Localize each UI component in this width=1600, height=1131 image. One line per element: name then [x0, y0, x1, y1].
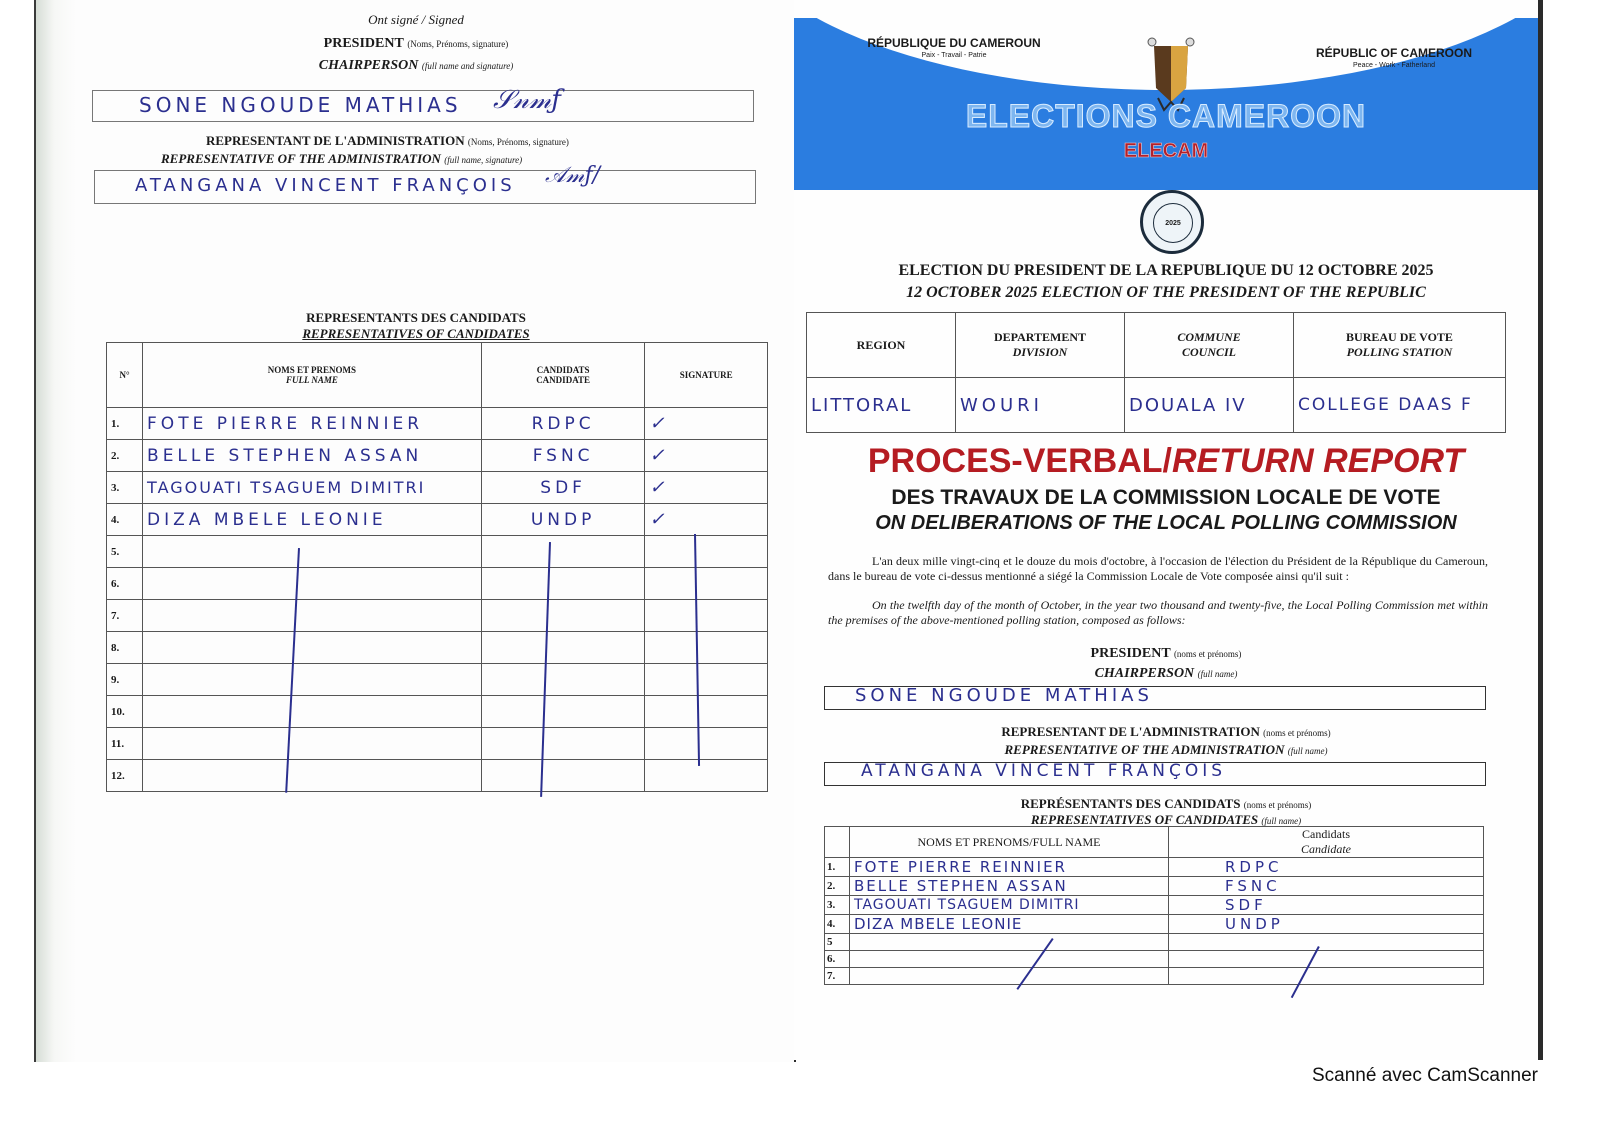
- row-num: 3.: [825, 896, 850, 915]
- row-num: 5.: [107, 536, 143, 568]
- country-fr: [854, 36, 1054, 59]
- admin-label-fr: [794, 724, 1538, 740]
- motto-en: Peace - Work - Fatherland: [1353, 62, 1435, 69]
- admin-note-fr: (Noms, Prénoms, signature): [467, 137, 569, 147]
- chairperson-note: (full name): [1197, 669, 1238, 679]
- row-name[interactable]: [143, 728, 482, 760]
- org-name: ELECTIONS CAMEROON: [965, 98, 1367, 134]
- seal-year: 2025: [1153, 203, 1193, 243]
- table-row: [825, 858, 1484, 877]
- candidates-note-en: (full name): [1261, 816, 1302, 826]
- candidates-label-en-text: REPRESENTATIVES OF CANDIDATES: [1030, 812, 1259, 827]
- row-num: 3.: [107, 472, 143, 504]
- header-name-en: FULL NAME: [285, 375, 338, 385]
- candidates-note-fr: (noms et prénoms): [1243, 800, 1312, 810]
- row-num: 8.: [107, 632, 143, 664]
- row-party[interactable]: [1169, 968, 1484, 985]
- row-num: 9.: [107, 664, 143, 696]
- row-signature[interactable]: [645, 664, 768, 696]
- header-num: [825, 827, 850, 858]
- admin-label-en: [161, 151, 522, 167]
- row-name[interactable]: FOTE PIERRE REINNIER: [850, 858, 1169, 877]
- candidates-header-row: [825, 827, 1484, 858]
- row-signature[interactable]: [645, 696, 768, 728]
- row-signature[interactable]: [645, 600, 768, 632]
- table-row: [825, 896, 1484, 915]
- row-name[interactable]: [850, 968, 1169, 985]
- row-name[interactable]: [850, 934, 1169, 951]
- president-note: (noms et prénoms): [1173, 649, 1242, 659]
- table-row: [825, 934, 1484, 951]
- row-name[interactable]: FOTE PIERRE REINNIER: [143, 408, 482, 440]
- table-row: [107, 440, 768, 472]
- header-region: [807, 313, 956, 378]
- row-num: 4.: [107, 504, 143, 536]
- row-party[interactable]: FSNC: [1169, 877, 1484, 896]
- row-name[interactable]: TAGOUATI TSAGUEM DIMITRI: [850, 896, 1169, 915]
- row-party[interactable]: UNDP: [481, 504, 645, 536]
- polling-station-value[interactable]: COLLEGE DAAS F: [1294, 378, 1506, 433]
- president-name-value: SONE NGOUDE MATHIAS: [855, 685, 1153, 706]
- row-num: 1.: [825, 858, 850, 877]
- org-acronym: ELECAM: [1123, 140, 1209, 162]
- header-name: [143, 343, 482, 408]
- candidates-title-fr: REPRESENTANTS DES CANDIDATS: [306, 310, 526, 325]
- row-num: 12.: [107, 760, 143, 792]
- table-row: [825, 915, 1484, 934]
- report-title: [794, 442, 1538, 481]
- table-row: [107, 728, 768, 760]
- row-party[interactable]: SDF: [481, 472, 645, 504]
- admin-note-en: (full name): [1287, 746, 1328, 756]
- candidates-table: [824, 826, 1484, 985]
- motto-fr: Paix - Travail - Patrie: [921, 52, 987, 59]
- president-name-value: SONE NGOUDE MATHIAS: [139, 93, 462, 117]
- row-name[interactable]: [143, 664, 482, 696]
- right-page-return-report: [794, 0, 1543, 1060]
- camscanner-watermark: Scanné avec CamScanner: [1311, 1065, 1538, 1086]
- row-num: 2.: [825, 877, 850, 896]
- president-label: [794, 646, 1538, 662]
- table-row: [107, 696, 768, 728]
- chairperson-label: [36, 58, 796, 74]
- council-value[interactable]: DOUALA IV: [1125, 378, 1294, 433]
- table-row: [107, 664, 768, 696]
- report-title-fr: PROCES-VERBAL/: [867, 442, 1172, 480]
- admin-label-fr-text: REPRESENTANT DE L'ADMINISTRATION: [1001, 724, 1260, 739]
- row-num: 10.: [107, 696, 143, 728]
- header-candidate: [1169, 827, 1484, 858]
- row-party[interactable]: [481, 664, 645, 696]
- table-row: [825, 968, 1484, 985]
- header-candidate-en: Candidate: [1301, 842, 1351, 856]
- admin-name-value: ATANGANA VINCENT FRANÇOIS: [135, 175, 516, 196]
- row-name[interactable]: [143, 536, 482, 568]
- table-row: [107, 536, 768, 568]
- row-signature[interactable]: [645, 760, 768, 792]
- president-name-field[interactable]: [92, 85, 754, 122]
- row-num: 7.: [107, 600, 143, 632]
- row-party[interactable]: [481, 728, 645, 760]
- paragraph-fr: L'an deux mille vingt-cinq et le douze du mois d'octobre, à l'occasion de l'élection du Président de la République du Cameroun, dans le bureau de vote ci-dessus mentionné a siégé la Commission Locale de Vote composée ainsi qu'il suit :: [828, 554, 1488, 583]
- header-region-fr: REGION: [856, 337, 906, 352]
- row-party[interactable]: FSNC: [481, 440, 645, 472]
- candidates-title-en: REPRESENTATIVES OF CANDIDATES: [302, 326, 530, 341]
- row-signature[interactable]: [645, 728, 768, 760]
- row-num: 6.: [107, 568, 143, 600]
- row-signature[interactable]: [645, 536, 768, 568]
- header-division-fr: DEPARTEMENT: [993, 330, 1087, 344]
- row-name[interactable]: TAGOUATI TSAGUEM DIMITRI: [143, 472, 482, 504]
- admin-label-en: [794, 742, 1538, 758]
- report-title-en: RETURN REPORT: [1171, 442, 1465, 480]
- row-name[interactable]: [143, 568, 482, 600]
- header-candidate-fr: Candidats: [1302, 827, 1350, 841]
- row-party[interactable]: [481, 568, 645, 600]
- row-name[interactable]: DIZA MBELE LEONIE: [850, 915, 1169, 934]
- subtitle-fr: DES TRAVAUX DE LA COMMISSION LOCALE DE VOTE: [891, 486, 1441, 509]
- row-num: 5: [825, 934, 850, 951]
- admin-label-fr: [206, 133, 569, 149]
- header-polling-station-en: POLLING STATION: [1346, 345, 1453, 359]
- row-party[interactable]: RDPC: [1169, 858, 1484, 877]
- row-name[interactable]: [143, 600, 482, 632]
- admin-label-fr-text: REPRESENTANT DE L'ADMINISTRATION: [206, 133, 465, 148]
- admin-signature-icon: 𝒜𝓂ƒ/: [545, 163, 601, 188]
- header-council: [1125, 313, 1294, 378]
- table-row: [107, 472, 768, 504]
- row-name[interactable]: DIZA MBELE LEONIE: [143, 504, 482, 536]
- signature-icon: ✓: [645, 504, 768, 536]
- table-header-row: [107, 343, 768, 408]
- president-name-field[interactable]: [824, 686, 1486, 710]
- paragraph-en: On the twelfth day of the month of October, in the year two thousand and twenty-five, the Local Polling Commission met within the premises of the above-mentioned polling station, composed as follows:: [828, 598, 1488, 627]
- signed-heading: Ont signé / Signed: [368, 12, 464, 27]
- row-name[interactable]: BELLE STEPHEN ASSAN: [143, 440, 482, 472]
- row-name[interactable]: [143, 760, 482, 792]
- chairperson-label-text: CHAIRPERSON: [318, 58, 419, 73]
- header-candidate-fr: CANDIDATS: [536, 365, 590, 375]
- president-label: [36, 36, 796, 52]
- row-num: 11.: [107, 728, 143, 760]
- row-num: 1.: [107, 408, 143, 440]
- admin-note-fr: (noms et prénoms): [1263, 728, 1331, 738]
- admin-name-value: ATANGANA VINCENT FRANÇOIS: [861, 761, 1227, 781]
- header-name-fr: NOMS ET PRENOMS: [267, 365, 357, 375]
- row-name[interactable]: BELLE STEPHEN ASSAN: [850, 877, 1169, 896]
- chairperson-note: (full name and signature): [421, 61, 514, 71]
- chairperson-label-text: CHAIRPERSON: [1094, 666, 1195, 681]
- left-page-signatures: [34, 0, 796, 1062]
- table-row: [825, 951, 1484, 968]
- division-value[interactable]: WOURI: [956, 378, 1125, 433]
- election-title-en: 12 OCTOBER 2025 ELECTION OF THE PRESIDENT OF THE REPUBLIC: [906, 284, 1426, 301]
- row-party[interactable]: [481, 536, 645, 568]
- row-signature[interactable]: [645, 632, 768, 664]
- row-party[interactable]: [1169, 951, 1484, 968]
- admin-note-en: (full name, signature): [444, 155, 523, 165]
- president-note: (Noms, Prénoms, signature): [407, 39, 509, 49]
- row-party[interactable]: [481, 600, 645, 632]
- candidates-title: [36, 310, 796, 342]
- candidates-signature-table: [106, 342, 768, 792]
- candidates-label-fr-text: REPRÉSENTANTS DES CANDIDATS: [1020, 796, 1241, 811]
- header-candidate: [481, 343, 645, 408]
- table-row: [107, 408, 768, 440]
- row-party[interactable]: [1169, 934, 1484, 951]
- header-full-name: NOMS ET PRENOMS/FULL NAME: [850, 827, 1169, 858]
- row-party[interactable]: RDPC: [481, 408, 645, 440]
- elecam-banner: [794, 0, 1538, 190]
- row-party[interactable]: [481, 632, 645, 664]
- chairperson-label: [794, 666, 1538, 682]
- table-row: [107, 632, 768, 664]
- candidates-label-fr: [794, 796, 1538, 812]
- president-signature-icon: 𝒮𝓃𝓂ƒ: [493, 85, 561, 115]
- row-party[interactable]: SDF: [1169, 896, 1484, 915]
- country-fr-text: RÉPUBLIQUE DU CAMEROUN: [867, 36, 1041, 50]
- row-party[interactable]: UNDP: [1169, 915, 1484, 934]
- location-values-row: [807, 378, 1506, 433]
- admin-label-en-text: REPRESENTATIVE OF THE ADMINISTRATION: [161, 151, 441, 166]
- signature-icon: ✓: [645, 408, 768, 440]
- header-division: [956, 313, 1125, 378]
- table-row: [107, 504, 768, 536]
- row-signature[interactable]: [645, 568, 768, 600]
- header-council-fr: COMMUNE: [1177, 330, 1241, 344]
- row-num: 2.: [107, 440, 143, 472]
- admin-name-field[interactable]: [824, 762, 1486, 786]
- country-en: [1294, 46, 1494, 69]
- row-party[interactable]: [481, 696, 645, 728]
- location-header-row: [807, 313, 1506, 378]
- row-name[interactable]: [143, 632, 482, 664]
- table-row: [107, 568, 768, 600]
- subtitle-en: ON DELIBERATIONS OF THE LOCAL POLLING COMMISSION: [875, 512, 1457, 534]
- header-council-en: COUNCIL: [1181, 345, 1236, 359]
- header-division-en: DIVISION: [1012, 345, 1068, 359]
- country-en-text: RÉPUBLIC OF CAMEROON: [1316, 46, 1472, 60]
- region-value[interactable]: LITTORAL: [807, 378, 956, 433]
- signature-icon: ✓: [645, 472, 768, 504]
- president-label-text: PRESIDENT: [1090, 646, 1171, 661]
- location-table: [806, 312, 1506, 433]
- admin-name-field[interactable]: [94, 163, 756, 204]
- signature-icon: ✓: [645, 440, 768, 472]
- row-name[interactable]: [850, 951, 1169, 968]
- table-row: [107, 600, 768, 632]
- header-num: N°: [107, 343, 143, 408]
- row-num: 6.: [825, 951, 850, 968]
- admin-label-en-text: REPRESENTATIVE OF THE ADMINISTRATION: [1004, 742, 1285, 757]
- row-party[interactable]: [481, 760, 645, 792]
- election-seal-icon: [1140, 190, 1204, 254]
- row-num: 7.: [825, 968, 850, 985]
- header-signature: SIGNATURE: [645, 343, 768, 408]
- header-polling-station-fr: BUREAU DE VOTE: [1346, 330, 1453, 344]
- table-row: [107, 760, 768, 792]
- president-label-text: PRESIDENT: [323, 36, 404, 51]
- table-row: [825, 877, 1484, 896]
- election-title-fr: ELECTION DU PRESIDENT DE LA REPUBLIQUE DU 12 OCTOBRE 2025: [898, 262, 1434, 279]
- header-polling-station: [1294, 313, 1506, 378]
- header-candidate-en: CANDIDATE: [536, 375, 591, 385]
- row-name[interactable]: [143, 696, 482, 728]
- row-num: 4.: [825, 915, 850, 934]
